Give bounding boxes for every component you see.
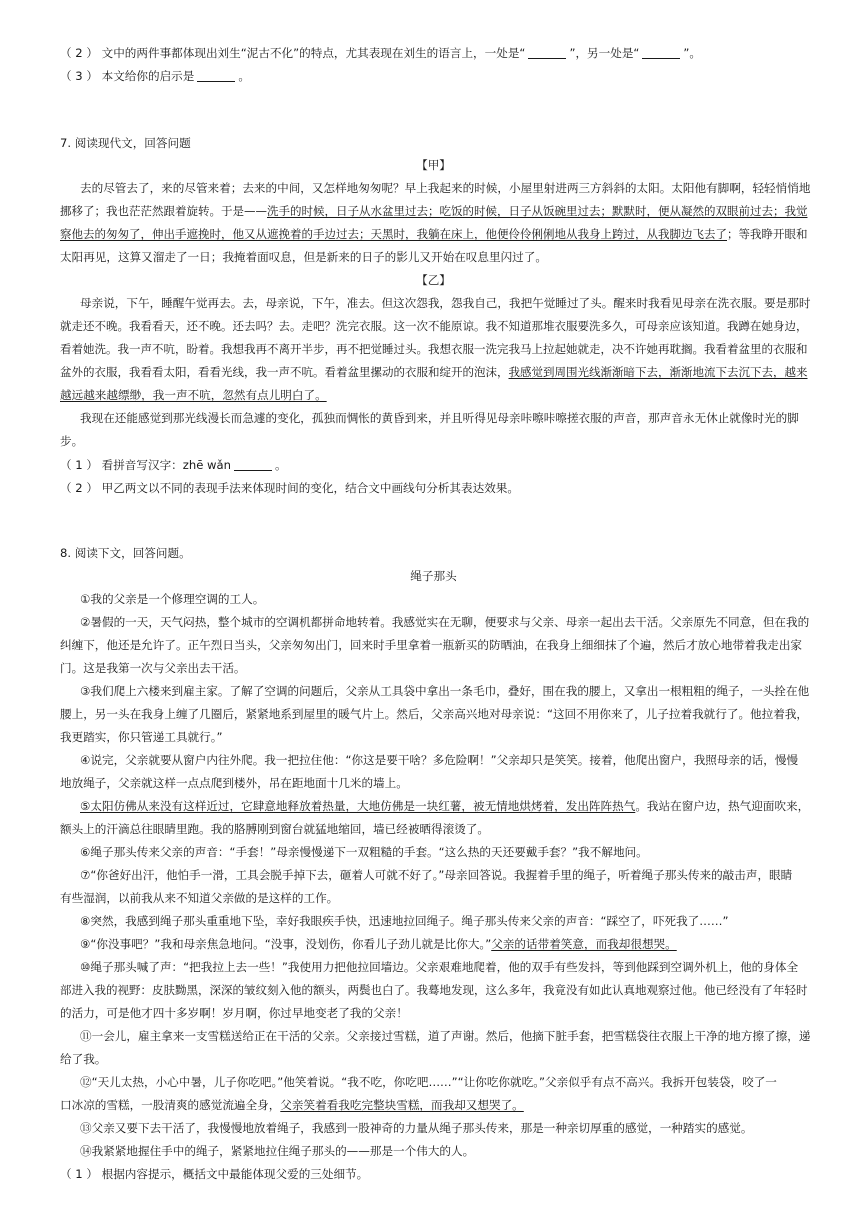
q8-para	[60, 1095, 524, 1116]
q7-yi-line	[60, 385, 327, 406]
q8-para: 额头上的汗滴总往眼睛里跑。我的胳膊刚到窗台就猛地缩回，墙已经被晒得滚烫了。	[60, 822, 489, 836]
underlined-sentence: 察他去的匆匆了，伸出手遮挽时，他又从遮挽着的手边过去；天黑时，我躺在床上，他便伶伶俐俐地从我身上跨过，从我脚边飞去了	[60, 227, 727, 241]
underlined-sentence: 越远越来越缥缈，我一声不吭，忽然有点儿明白了。	[60, 388, 327, 402]
q7-jia-heading: 【甲】	[416, 158, 451, 172]
q7-yi-line: 母亲说，下午，睡醒午觉再去。去，母亲说，下午，准去。但这次怨我，怨我自己，我把午觉睡过了头。醒来时我看见母亲在洗衣服。要是那时	[80, 296, 811, 310]
q8-title: 8. 阅读下文，回答问题。	[60, 546, 191, 560]
q8-para: ⑬父亲又要下去干活了，我慢慢地放着绳子，我感到一股神奇的力量从绳子那头传来，那是一种亲切厚重的感觉，一种踏实的感觉。	[80, 1121, 753, 1135]
q7-title: 7. 阅读现代文，回答问题	[60, 136, 191, 150]
underlined-sentence: 父亲的话带着笑意，而我却很想哭。	[491, 937, 677, 951]
q8-para: ①我的父亲是一个修理空调的工人。	[80, 592, 265, 606]
q7-sub1	[60, 455, 287, 476]
q7-sub2: （ 2 ） 甲乙两文以不同的表现手法来体现时间的变化，结合文中画线句分析其表达效果。	[60, 481, 519, 495]
q8-para: ④说完，父亲就要从窗户内往外爬。我一把拉住他：“你这是要干啥？多危险啊！”父亲却只是笑笑。接着，他爬出窗户，我照母亲的话，慢慢	[80, 753, 799, 767]
q8-para: 地放绳子，父亲就这样一点点爬到楼外，吊在距地面十几米的墙上。	[60, 776, 408, 790]
q7-yi-line: 步。	[60, 434, 84, 448]
underlined-sentence: 洗手的时候，日子从水盆里过去；吃饭的时候，日子从饭碗里过去；默默时，便从凝然的双眼前过去；我觉	[267, 204, 808, 218]
answer-blank[interactable]	[197, 69, 235, 82]
q8-para: ②暑假的一天，天气闷热，整个城市的空调机都拼命地转着。我感觉实在无聊，便要求与父亲、母亲一起出去干活。父亲原先不同意，但在我的	[80, 615, 810, 629]
text: ”，另一处是“	[569, 46, 640, 60]
q7-jia-line: 太阳再见，这算又溜走了一日；我掩着面叹息，但是新来的日子的影儿又开始在叹息里闪过了。	[60, 250, 547, 264]
q8-para: 我更踏实，你只管递工具就行。”	[60, 730, 223, 744]
q8-para: ⑥绳子那头传来父亲的声音：“手套！”母亲慢慢递下一双粗糙的手套。“这么热的天还要戴手套？”我不解地问。	[80, 845, 648, 859]
q8-para: ⑦“你爸好出汗，他怕手一滑，工具会脱手掉下去，砸着人可就不好了。”母亲回答说。我握着手里的绳子，听着绳子那头传来的敲击声，眼睛	[80, 868, 793, 882]
text: 。	[274, 458, 287, 472]
q8-para: ⑧突然，我感到绳子那头重重地下坠，幸好我眼疾手快，迅速地拉回绳子。绳子那头传来父亲的声音：“踩空了，吓死我了……”	[80, 914, 729, 928]
q7-yi-line: 我现在还能感觉到那光线漫长而急遽的变化，孤独而惆怅的黄昏到来，并且听得见母亲咔嚓咔嚓搓衣服的声音，那声音永无休止就像时光的脚	[80, 411, 799, 425]
q8-para: 有些湿润，以前我从来不知道父亲做的是这样的工作。	[60, 891, 339, 905]
answer-blank[interactable]	[234, 458, 272, 471]
text: （ 1 ） 看拼音写汉字：zhē wǎn	[60, 458, 231, 472]
text: （ 2 ） 文中的两件事都体现出刘生“泥古不化”的特点，尤其表现在刘生的语言上，一处是“	[60, 46, 526, 60]
text: 挪移了；我也茫茫然跟着旋转。于是——	[60, 204, 267, 218]
q8-para: ⑩绳子那头喊了声：“把我拉上去一些！”我使用力把他拉回墙边。父亲艰难地爬着，他的双手有些发抖，等到他踩到空调外机上，他的身体全	[80, 960, 799, 974]
prev-q-item3	[60, 66, 250, 87]
text: 。	[238, 69, 250, 83]
underlined-sentence: 父亲笑着看我吃完整块雪糕，而我却又想哭了。	[280, 1098, 524, 1112]
q7-jia-line	[60, 201, 808, 222]
answer-blank[interactable]	[642, 46, 680, 59]
q8-para: 门。这是我第一次与父亲出去干活。	[60, 661, 246, 675]
underlined-sentence: ⑤太阳仿佛从来没有这样近过，它肆意地释放着热量，大地仿佛是一块红薯，被无情地烘烤着，发出阵阵热气	[80, 799, 636, 813]
prev-q-item2	[60, 43, 701, 64]
q7-yi-line	[60, 362, 808, 383]
q7-yi-line: 就走还不晚。我看看天，还不晚。还去吗？去。走吧？洗完衣服。这一次不能原谅。我不知道那堆衣服要洗多久，可母亲应该知道。我蹲在她身边，	[60, 319, 808, 333]
q8-sub1: （ 1 ） 根据内容提示，概括文中最能体现父爱的三处细节。	[60, 1167, 369, 1181]
underlined-sentence: 我感觉到周围光线渐渐暗下去，渐渐地流下去沉下去，越来	[508, 365, 808, 379]
q8-para	[80, 934, 677, 955]
text: ；等我睁开眼和	[727, 227, 808, 241]
text: 。我站在窗户边，热气迎面吹来，	[635, 799, 810, 813]
text: （ 3 ） 本文给你的启示是	[60, 69, 195, 83]
q8-para: ⑭我紧紧地握住手中的绳子，紧紧地拉住绳子那头的——那是一个伟大的人。	[80, 1144, 475, 1158]
q8-para: 的活力，可是他才四十多岁啊！岁月啊，你过早地变老了我的父亲！	[60, 1006, 408, 1020]
q8-para: ③我们爬上六楼来到雇主家。了解了空调的问题后，父亲从工具袋中拿出一条毛巾，叠好，围在我的腰上，又拿出一根粗粗的绳子，一头拴在他	[80, 684, 810, 698]
q7-jia-line: 去的尽管去了，来的尽管来着；去来的中间，又怎样地匆匆呢？早上我起来的时候，小屋里射进两三方斜斜的太阳。太阳他有脚啊，轻轻悄悄地	[80, 181, 811, 195]
text: 盆外的衣服，我看看太阳，看看光线，我一声不吭。看着盆里摞动的衣服和绽开的泡沫，	[60, 365, 509, 379]
q7-yi-heading: 【乙】	[416, 273, 451, 287]
text: ”。	[683, 46, 702, 60]
q7-jia-line	[60, 224, 808, 245]
q8-para	[80, 796, 809, 817]
text: 口冰凉的雪糕，一股清爽的感觉流遍全身，	[60, 1098, 281, 1112]
q7-yi-line: 看着她洗。我一声不吭，盼着。我想我再不离开半步，再不把觉睡过头。我想衣服一洗完我马上拉起她就走，决不许她再耽搁。我看着盆里的衣服和	[60, 342, 808, 356]
q8-para: ⑪一会儿，雇主拿来一支雪糕送给正在干活的父亲。父亲接过雪糕，道了声谢。然后，他摘下脏手套，把雪糕袋往衣服上干净的地方擦了擦，递	[80, 1029, 811, 1043]
q8-para: 纠缠下，他还是允许了。正午烈日当头，父亲匆匆出门，回来时手里拿着一瓶新买的防晒油，在我身上细细抹了个遍，然后才放心地带着我走出家	[60, 638, 803, 652]
q8-para: 腰上，另一头在我身上缠了几圈后，紧紧地系到屋里的暖气片上。然后，父亲高兴地对母亲说：“这回不用你来了，儿子拉着我就行了。他拉着我，	[60, 707, 809, 721]
answer-blank[interactable]	[528, 46, 566, 59]
q8-para: ⑫“天儿太热，小心中暑，儿子你吃吧。”他笑着说。“我不吃，你吃吧……”“让你吃你就吃。”父亲似乎有点不高兴。我拆开包装袋，咬了一	[80, 1075, 777, 1089]
q8-story-title: 绳子那头	[410, 569, 457, 583]
q8-para: 部进入我的视野：皮肤黝黑，深深的皱纹刻入他的额头，两鬓也白了。我蓦地发现，这么多年，我竟没有如此认真地观察过他。他已经没有了年轻时	[60, 983, 808, 997]
q8-para: 给了我。	[60, 1052, 107, 1066]
text: ⑨“你没事吧？”我和母亲焦急地问。“没事，没划伤，你看儿子劲儿就是比你大。”	[80, 937, 492, 951]
